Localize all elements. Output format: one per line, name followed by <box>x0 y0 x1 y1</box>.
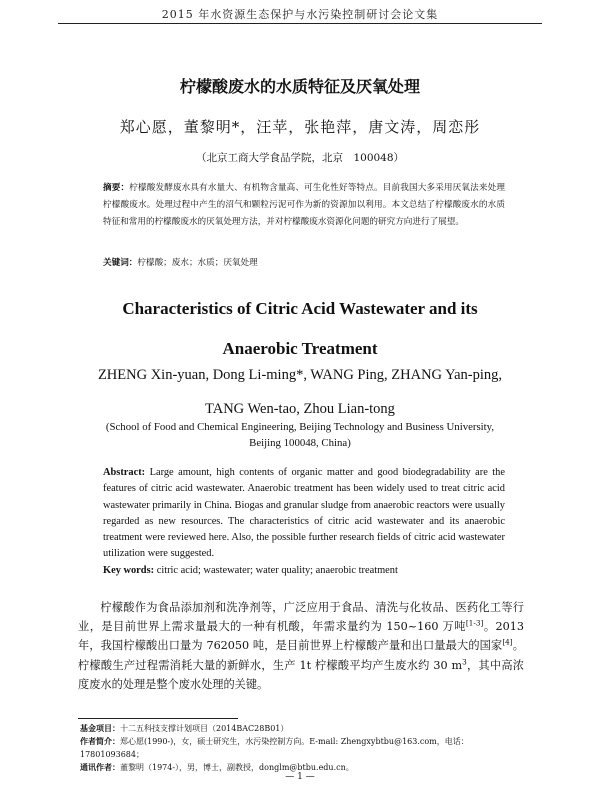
english-title-line-1: Characteristics of Citric Acid Wastewater and its <box>122 299 478 318</box>
footnotes <box>80 722 530 774</box>
english-keywords <box>103 565 505 576</box>
citation-ref-1: [1-3] <box>465 618 484 628</box>
footnote-fund-label: 基金项目： <box>80 724 120 733</box>
header-rule <box>58 23 542 24</box>
footnote-author-text: 郑心愿(1990-)，女，硕士研究生，水污染控制方向。E-mail: Zhengxybtbu@163.com，电话：17801093684； <box>80 737 469 759</box>
english-affiliation-line-2: Beijing 100048, China) <box>249 437 351 449</box>
english-keywords-text: citric acid; wastewater; water quality; anaerobic treatment <box>156 565 398 576</box>
chinese-keywords-text: 柠檬酸；废水；水质；厌氧处理 <box>137 258 258 268</box>
english-abstract-label: Abstract: <box>103 467 146 478</box>
footnote-corresponding-text: 董黎明（1974-），男，博士，副教授，donglm@btbu.edu.cn。 <box>120 763 354 772</box>
footnote-fund <box>80 722 530 735</box>
chinese-abstract-label: 摘要： <box>103 183 130 193</box>
english-title-line-2: Anaerobic Treatment <box>222 339 378 358</box>
footnote-author-label: 作者简介： <box>80 737 120 746</box>
footnote-corresponding-label: 通讯作者： <box>80 763 120 772</box>
english-abstract <box>103 465 505 563</box>
english-affiliation <box>90 419 510 451</box>
unit-superscript: 3 <box>462 656 467 666</box>
body-text-d: ，其中高浓度废水的处理是整个废水处理的关键。 <box>78 658 524 691</box>
chinese-abstract <box>103 180 505 231</box>
english-abstract-text: Large amount, high contents of organic matter and good biodegradability are the features of citric acid wastewater. Anaerobic treatment has been widely used to treat citric acid wastewater primarily in China. Biogas and granular sludge from anaerobic reactors were usually regarded as new resources. The characteristics of citric acid wastewater and its anaerobic treatment were reviewed here. Also, the possible further research fields of citric acid wastewater utilization were suggested. <box>103 467 505 560</box>
english-authors-line-2: TANG Wen-tao, Zhou Lian-tong <box>205 401 395 417</box>
citation-ref-2: [4] <box>502 637 513 647</box>
footnote-author <box>80 735 530 761</box>
chinese-keywords-label: 关键词： <box>103 258 138 268</box>
body-paragraph <box>78 598 524 694</box>
chinese-title: 柠檬酸废水的水质特征及厌氧处理 <box>179 77 420 96</box>
chinese-affiliation: （北京工商大学食品学院，北京 100048） <box>195 152 405 164</box>
page-number: — 1 — <box>285 772 315 782</box>
running-head: 2015 年水资源生态保护与水污染控制研讨会论文集 <box>161 8 439 21</box>
body-text-a: 柠檬酸作为食品添加剂和洗净剂等，广泛应用于食品、清洗与化妆品、医药化工等行业，是目前世界上需求量最大的一种有机酸，年需求量约为 150~160 万吨 <box>78 601 524 634</box>
body-text-c: 。柠檬酸生产过程需消耗大量的新鲜水，生产 1t 柠檬酸平均产生废水约 30 m <box>78 639 524 672</box>
chinese-keywords <box>103 256 505 268</box>
footnote-fund-text: 十二五科技支撑计划项目（2014BAC28B01） <box>120 724 289 733</box>
chinese-authors: 郑心愿，董黎明*，汪苹，张艳萍，唐文涛，周恋彤 <box>119 118 481 136</box>
chinese-abstract-text: 柠檬酸发酵废水具有水量大、有机物含量高、可生化性好等特点。目前我国大多采用厌氧法来处理柠檬酸废水。处理过程中产生的沼气和颗粒污泥可作为新的资源加以利用。本文总结了柠檬酸废水的水质特征和常用的柠檬酸废水的厌氧处理方法，并对柠檬酸废水资源化问题的研究方向进行了展望。 <box>103 183 505 227</box>
english-keywords-label: Key words: <box>103 565 155 576</box>
body-text-b: 。2013 年，我国柠檬酸出口量为 762050 吨，是目前世界上柠檬酸产量和出口量最大的国家 <box>78 620 524 653</box>
footnote-rule <box>78 718 238 719</box>
english-authors-line-1: ZHENG Xin-yuan, Dong Li-ming*, WANG Ping, ZHANG Yan-ping, <box>97 367 503 383</box>
english-affiliation-line-1: (School of Food and Chemical Engineering, Beijing Technology and Business University, <box>105 421 495 433</box>
english-authors <box>0 358 600 426</box>
english-title <box>0 289 600 369</box>
